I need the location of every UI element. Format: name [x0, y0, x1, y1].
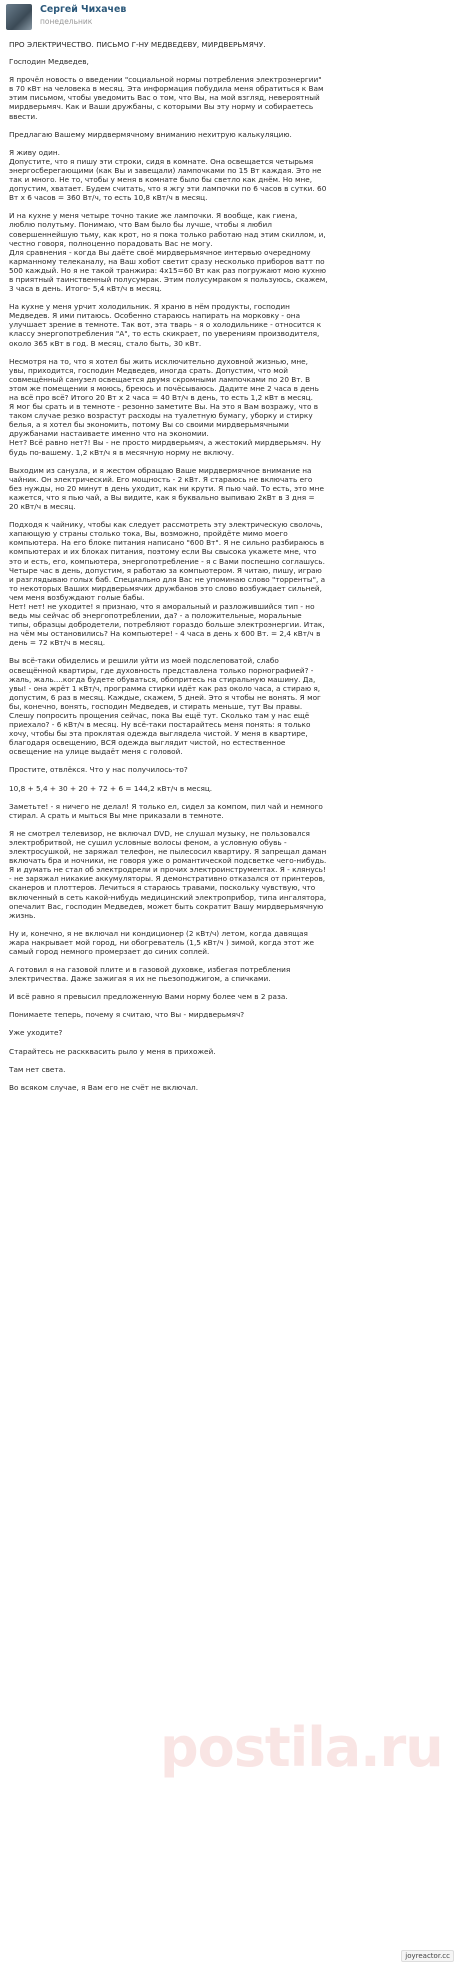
post-paragraph: Я живу один. Допустите, что я пишу эти строки, сидя в комнате. Она освещается четырьмя энергосберегающими (как Вы и завещали) лампочками по 15 Вт каждая. Это не так и много. Не то, чтобы у меня в комнате было бы светло как днём. Но мне, допустим, хватает. Будем считать, что я жгу эти лампочки по 6 часов в сутки. 60 Вт х 6 часов = 360 Вт/ч, то есть 10,8 кВт/ч в месяц. [9, 147, 327, 203]
footer-bar [0, 1951, 460, 1962]
post-paragraph: А готовил я на газовой плите и в газовой духовке, избегая потребления электричества. Даже зажигая я их не пьезоподжигом, а спичками. [9, 965, 291, 984]
post-header [0, 0, 460, 36]
post-title: ПРО ЭЛЕКТРИЧЕСТВО. ПИСЬМО Г-НУ МЕДВЕДЕВУ, МИРДВЕРЬМЯЧУ. [9, 40, 266, 49]
post-paragraph: Я прочёл новость о введении "социальной нормы потребления электроэнергии" в 70 кВт на человека в месяц. Эта информация побудила меня обратиться к Вам этим письмом, чтобы уведомить Вас о том, что Вы, на мой взгляд, невероятный мирдверьмяч. Как и Ваши дружбаны, с которыми Вы эту норму и собираетесь ввести. [9, 75, 324, 121]
post-paragraph: И всё равно я превысил предложенную Вами норму более чем в 2 раза. [9, 992, 288, 1002]
post-paragraph: Заметьте! - я ничего не делал! Я только ел, сидел за компом, пил чай и немного стирал. А срать и мыться Вы мне приказали в темноте. [9, 801, 323, 820]
site-badge[interactable]: joyreactor.cc [401, 1950, 454, 1962]
post-paragraph: Простите, отвлёкся. Что у нас получилось-то? [9, 765, 188, 775]
post-paragraph: 10,8 + 5,4 + 30 + 20 + 72 + 6 = 144,2 кВт/ч в месяц. [9, 783, 213, 793]
post-paragraph: Вы всё-таки обиделись и решили уйти из моей подслеповатой, слабо освещённой квартиры, где духовность представлена только порнографией? - жаль, жаль....когда будете обуваться, обопритесь на стиральную машину. Да, увы! - она жрёт 1 кВт/ч, программа стирки идёт как раз около часа, а стираю я, допустим, 6 раз в месяц. Каждые, скажем, 5 дней. Это я чтобы не вонять. Я мог бы, конечно, вонять, господин Медведев, и стирать меньше, тут Вы правы. Слешу попросить прощения сейчас, пока Вы ещё тут. Сколько там у нас ещё приехало? - 6 кВт/ч в месяц. Ну всё-таки постарайтесь меня понять: я только хочу, чтобы бы эта проклятая одежда выглядела чистой. У меня в квартире, благодаря освещению, ВСЯ одежда выглядит чистой, но естественное освещение на улице выдаёт меня с головой. [9, 656, 321, 757]
author-name[interactable]: Сергей Чихачев [40, 4, 127, 15]
post-paragraph: Господин Медведев, [9, 57, 89, 67]
avatar[interactable] [6, 4, 32, 30]
post-paragraph: Предлагаю Вашему мирдвермячному вниманию нехитрую калькуляцию. [9, 129, 292, 139]
post-body [9, 40, 455, 1101]
post-paragraph: Там нет света. [9, 1064, 66, 1074]
post-paragraph: Подходя к чайнику, чтобы как следует рассмотреть эту электрическую сволочь, хапающую у страны столько тока, Вы, возможно, пройдёте мимо моего компьютера. На его блоке питания написано "600 Вт". Я не сильно разбираюсь в компьютерах и их блоках питания, поэтому если Вы свысока укажете мне, что это и есть, его, компьютера, энергопотребление - я с Вами поспешно соглашусь. Четыре час в день, допустим, я работаю за компьютером. Я читаю, пишу, играю и разглядываю голых баб. Специально для Вас не упоминаю слово "торренты", а то некоторых Ваших мирдверьмячих дружбанов это слово возбуждает сильней, чем меня возбуждают голые бабы. Нет! нет! не уходите! я признаю, что я аморальный и разложившийся тип - но ведь мы сейчас об энергопотреблении, да? - а положительные, моральные типы, образцы добродетели, потребляют гораздо больше электроэнергии. Итак, на чём мы остановились? На компьютере! - 4 часа в день х 600 Вт. = 2,4 кВт/ч в день = 72 кВт/ч в месяц. [9, 520, 326, 648]
post-paragraph: Несмотря на то, что я хотел бы жить исключительно духовной жизнью, мне, увы, приходится, господин Медведев, иногда срать. Допустим, что мой совмещённый санузел освещается двумя скромными лампочками по 20 Вт. В этом же помещении я моюсь, бреюсь и почёсываюсь. Дадите мне 2 часа в день на всё про всё? Итого 20 Вт х 2 часа = 40 Вт/ч в день, то есть 1,2 кВт в месяц. Я мог бы срать и в темноте - резонно заметите Вы. На это я Вам возражу, что в таком случае резко возрастут расходы на туалетную бумагу, уборку и стирку белья, а я хотел бы экономить, потому Вы со своими мирдверьмячными дружбанами настаиваете именно что на экономии. Нет? Всё равно нет?! Вы - не просто мирдверьмяч, а жестокий мирдверьмяч. Ну будь по-вашему. 1,2 кВт/ч я в месячную норму не включу. [9, 356, 321, 457]
post-paragraph: Уже уходите? [9, 1028, 63, 1038]
post-paragraph: Я не смотрел телевизор, не включал DVD, не слушал музыку, не пользовался электробритвой, не сушил условные волосы феном, а условную обувь - электросушкой, не заряжал телефон, не пылесосил квартиру. Я запрещал даман включать бра и ночники, не говоря уже о романтической подсветке чего-нибудь. Я и думать не стал об электродрели и прочих электроинструментах. Я - клянусь! - не заряжал никакие аккумуляторы. Я демонстративно отказался от принтеров, сканеров и плоттеров. Лечиться я стараюсь травами, поскольку чувствую, что включенный в сеть какой-нибудь медицинский электроприбор, типа ингалятора, опечалит Вас, господин Медведев, может быть сократит Вашу мирдверьмячную жизнь. [9, 828, 327, 920]
post-paragraph: Старайтесь не раскквасить рыло у меня в прихожей. [9, 1046, 216, 1056]
post-paragraph: На кухне у меня урчит холодильник. Я храню в нём продукты, господин Медведев. Я ими питаюсь. Особенно стараюсь напирать на морковку - она улучшает зрение в темноте. Так вот, эта тварь - я о холодильнике - относится к классу энергопотребления "А", то есть скикрает, по уверениям производителя, около 365 кВт в год. В месяц, стало быть, 30 кВт. [9, 302, 322, 348]
post-paragraph: Ну и, конечно, я не включал ни кондиционер (2 кВт/ч) летом, когда давящая жара накрывает мой город, ни обогреватель (1,5 кВт/ч ) зимой, когда этот же самый город немного промерзает до синих соплей. [9, 928, 315, 956]
post-paragraph: Во всяком случае, я Вам его не счёт не включал. [9, 1082, 199, 1092]
post-paragraph: Выходим из санузла, и я жестом обращаю Ваше мирдвермячное внимание на чайник. Он электрический. Его мощность - 2 кВт. Я стараюсь не включать его без нужды, но 20 минут в день уходит, как ни крути. Я пью чай. То есть, это мне кажется, что я пью чай, а Вы видите, как я буквально выпиваю 2кВт в 3 дня = 20 кВт/ч в месяц. [9, 465, 324, 512]
watermark [160, 1716, 460, 1779]
post-date[interactable]: понедельник [40, 17, 93, 26]
post-paragraph: Понимаете теперь, почему я считаю, что Вы - мирдверьмяч? [9, 1010, 245, 1020]
post-paragraph: И на кухне у меня четыре точно такие же лампочки. Я вообще, как гиена, люблю полутьму. Понимаю, что Вам было бы лучше, чтобы я любил совершеннейшую тьму, как крот, но я пока только работаю над этим скиллом, и, честно говоря, полноценно порадовать Вас не могу. Для сравнения - когда Вы даёте своё мирдверьмячное интервью очередному карманному телеканалу, на Ваш хобот светит сразу несколько приборов ватт по 500 каждый. Но я не такой транжира: 4х15=60 Вт как раз погружают мою кухню в приятный таинственный полусумрак. Этим полусумраком я пользуюсь, скажем, 3 часа в день. Итого- 5,4 кВт/ч в месяц. [9, 211, 328, 294]
watermark-text: postila.ru [160, 1716, 443, 1779]
